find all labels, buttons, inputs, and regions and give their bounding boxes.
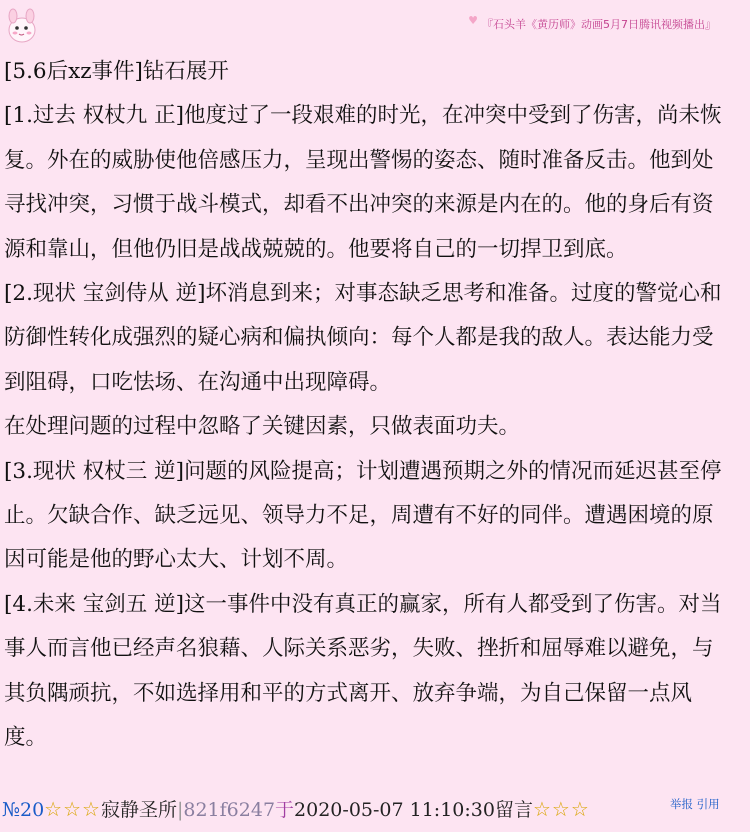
post-paragraph: [4.未来 宝剑五 逆]这一事件中没有真正的赢家，所有人都受到了伤害。对当事人而言他已经声名狼藉、人际关系恶劣，失败、挫折和屈辱难以避免，与其负隅顽抗，不如选择用和平的方式离开、放弃争端，为自己保留一点风度。 <box>4 591 722 751</box>
at-label: 于 <box>275 799 295 821</box>
post-number[interactable]: №20 <box>2 799 45 821</box>
top-bar <box>0 0 750 50</box>
post-paragraph: [1.过去 权杖九 正]他度过了一段艰难的时光，在冲突中受到了伤害，尚未恢复。外在的威胁使他倍感压力，呈现出警惕的姿态、随时准备反击。他到处寻找冲突，习惯于战斗模式，却看不出冲突的来源是内在的。他的身后有资源和靠山，但他仍旧是战战兢兢的。他要将自己的一切捍卫到底。 <box>4 103 722 262</box>
post-paragraph: [3.现状 权杖三 逆]问题的风险提高；计划遭遇预期之外的情况而延迟甚至停止。欠缺合作、缺乏远见、领导力不足，周遭有不好的同伴。遭遇困境的原因可能是他的野心太大、计划不周。 <box>4 458 722 573</box>
post-title: [5.6后xz事件]钻石展开 <box>4 59 229 84</box>
quote-link[interactable]: 引用 <box>696 797 720 811</box>
post-paragraph: [2.现状 宝剑侍从 逆]坏消息到来；对事态缺乏思考和准备。过度的警觉心和防御性转化成强烈的疑心病和偏执倾向：每个人都是我的敌人。表达能力受到阻碍，口吃怯场、在沟通中出现障碍。 <box>4 281 722 395</box>
post-paragraph: 在处理问题的过程中忽略了关键因素，只做表面功夫。 <box>4 414 521 440</box>
post-timestamp: 2020-05-07 11:10:30 <box>294 799 495 821</box>
post-content <box>4 50 734 761</box>
divider: | <box>176 799 184 821</box>
star-rating-right: ☆☆☆ <box>532 797 590 821</box>
report-link[interactable]: 举报 <box>670 797 693 811</box>
post-footer <box>2 795 742 829</box>
author-uid: 821f6247 <box>183 799 276 821</box>
announcement-banner[interactable]: 『石头羊《黄历师》动画5月7日腾讯视频播出』 <box>482 18 716 31</box>
star-rating-left: ☆☆☆ <box>44 797 101 821</box>
mascot-avatar-icon <box>4 6 40 46</box>
heart-icon: ♥ <box>468 14 478 27</box>
author-name: 寂静圣所 <box>100 799 177 821</box>
post-actions <box>670 796 730 813</box>
message-label: 留言 <box>494 799 533 821</box>
